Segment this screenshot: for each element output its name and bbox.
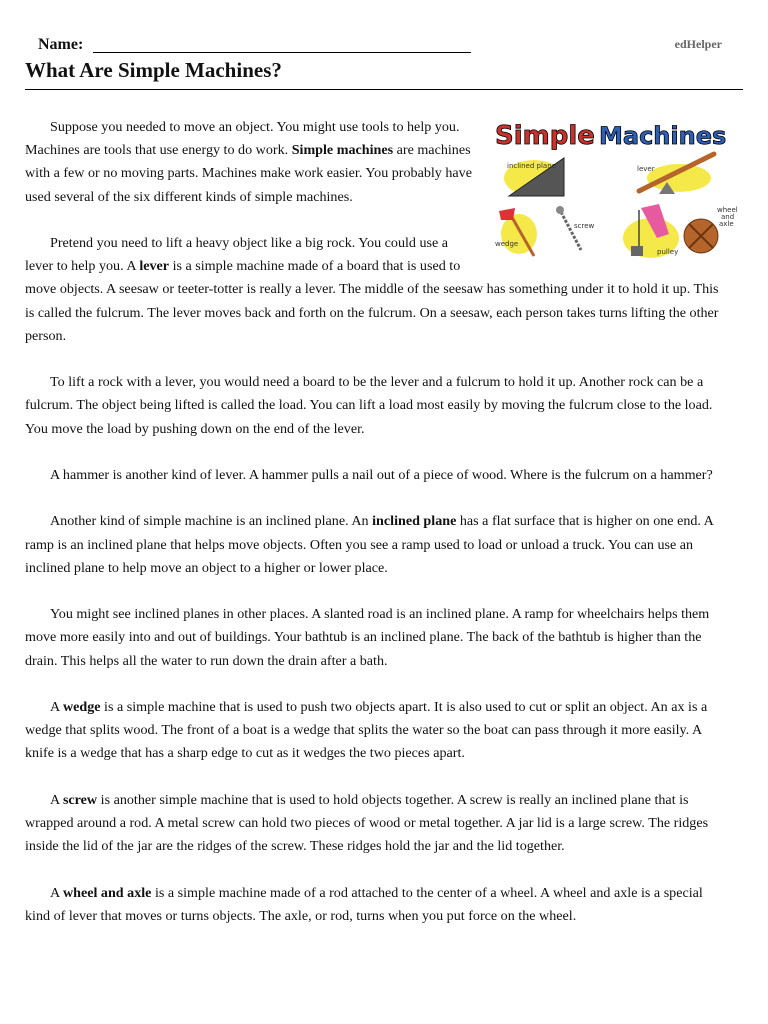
key-term: wheel and axle [62, 884, 152, 901]
key-term: screw [62, 791, 98, 808]
paragraph-7: A wedge is a simple machine that is used to push two objects apart. It is also used to cut or split an object. An ax is a wedge that splits wood. The front of a boat is a wedge that splits the water so the boat can pass through it more easily. A knife is a wedge that has a sharp edge to cut as it wedges the two pieces apart. [25, 698, 708, 762]
simple-machines-clipart [489, 116, 745, 266]
screw-icon [561, 212, 581, 250]
key-term: lever [139, 258, 170, 275]
article-body [25, 116, 738, 951]
paragraph-5: Another kind of simple machine is an inclined plane. An inclined plane has a flat surface that is higher on one end. A ramp is an inclined plane that helps move objects. Often you see a ramp used to load or unload a truck. You can use an inclined plane to help move an object to a higher or lower place. [25, 513, 714, 576]
title-rule [25, 89, 743, 90]
name-label: Name: [38, 36, 84, 53]
paragraph-3: To lift a rock with a lever, you would need a board to be the lever and a fulcrum to hold it up. Another rock can be a fulcrum. The object being lifted is called the load. You can lift a load most easily by moving the fulcrum close to the load. You move the load by pushing down on the end of the lever. [25, 374, 713, 437]
illustration-title-simple: Simple [495, 121, 595, 151]
label-pulley: pulley [657, 248, 679, 256]
simple-machines-illustration [489, 116, 745, 266]
page-title: What Are Simple Machines? [25, 58, 282, 82]
paragraph-8: A screw is another simple machine that is used to hold objects together. A screw is really an inclined plane that is wrapped around a rod. A metal screw can hold two pieces of wood or metal together. A jar lid is a large screw. The ridges inside the lid of the jar are the ridges of the screw. These ridges hold the jar and the lid together. [25, 791, 709, 855]
paragraph-9: A wheel and axle is a simple machine made of a rod attached to the center of a wheel. A wheel and axle is a special kind of lever that moves or turns objects. The axle, or rod, turns when you put force on the wheel. [25, 884, 703, 924]
brand-label: edHelper [674, 37, 722, 51]
paragraph-4: A hammer is another kind of lever. A hammer pulls a nail out of a piece of wood. Where is the fulcrum on a hammer? [50, 467, 713, 483]
label-wedge: wedge [495, 240, 519, 248]
paragraph-1: Suppose you needed to move an object. You might use tools to help you. Machines are tools that use energy to do work. Simple machines are machines with a few or no moving parts. Machines make work easier. You probably have used several of the six different kinds of simple machines. [25, 119, 472, 205]
illustration-title-machines: Machines [599, 122, 727, 150]
label-wheel-and-axle-2: and [721, 213, 735, 221]
name-line[interactable] [93, 52, 471, 53]
key-term: wedge [62, 698, 101, 715]
label-wheel-and-axle-1: wheel [717, 206, 738, 214]
label-lever: lever [637, 165, 655, 173]
label-inclined-plane: inclined plane [507, 162, 556, 170]
key-term: inclined plane [372, 513, 457, 530]
key-term: Simple machines [291, 142, 394, 159]
label-wheel-and-axle-3: axle [719, 220, 734, 228]
label-screw: screw [574, 222, 595, 230]
paragraph-2: Pretend you need to lift a heavy object like a big rock. You could use a lever to help you. A lever is a simple machine made of a board that is used to move objects. A seesaw or teeter-totter is really a lever. The middle of the seesaw has something under it to hold it up. This is called the fulcrum. The lever moves back and forth on the fulcrum. On a seesaw, each person takes turns lifting the other person. [25, 235, 719, 344]
paragraph-6: You might see inclined planes in other places. A slanted road is an inclined plane. A ramp for wheelchairs helps them move more easily into and out of buildings. Your bathtub is an inclined plane. The back of the bathtub is higher than the drain. This helps all the water to run down the drain after a bath. [25, 606, 710, 669]
